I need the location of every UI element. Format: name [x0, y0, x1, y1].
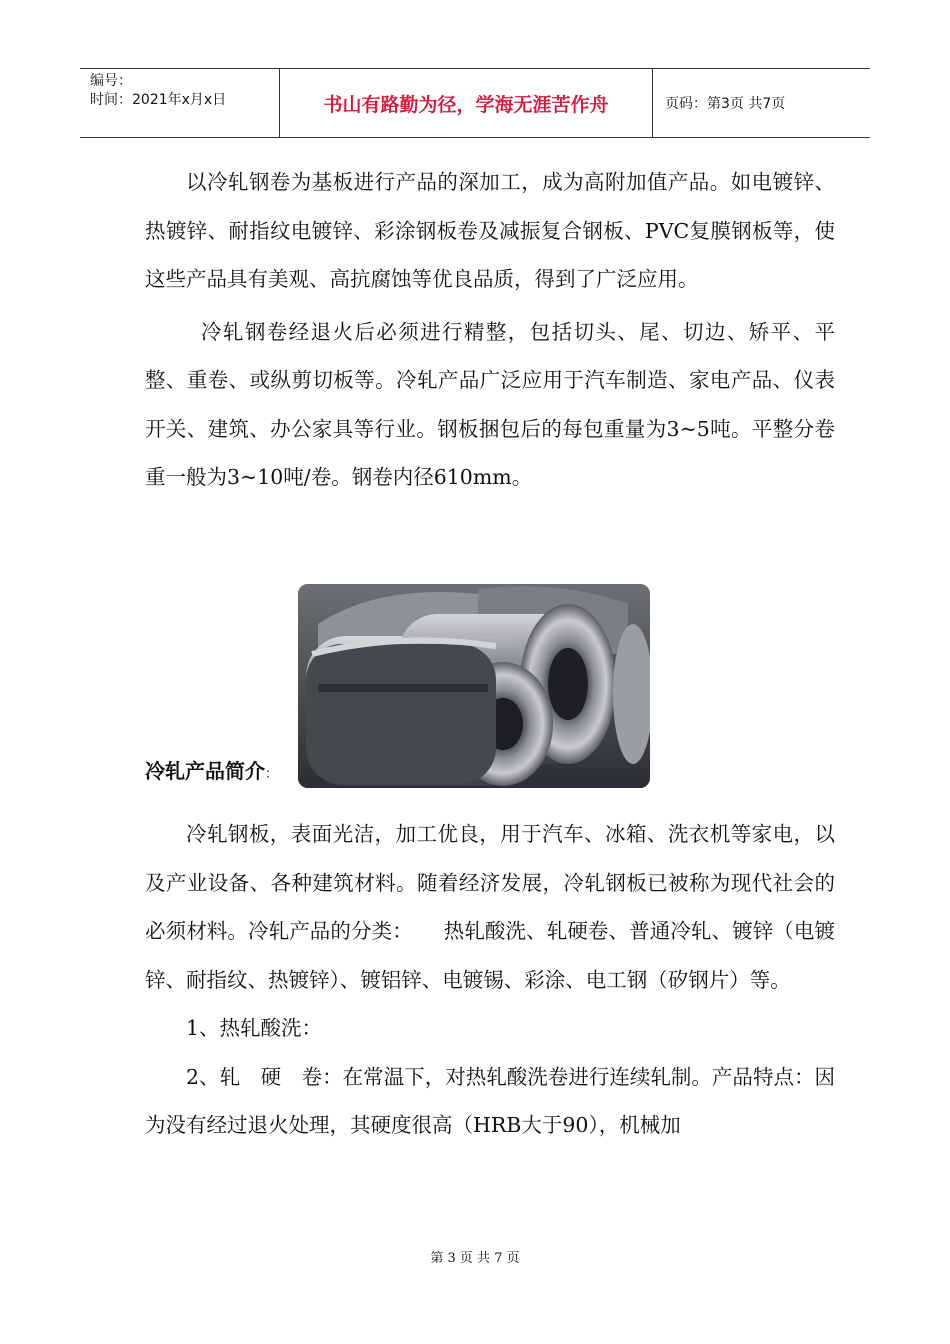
- list-item-hard-rolled-coil: 2、轧 硬 卷：在常温下，对热轧酸洗卷进行连续轧制。产品特点：因为没有经过退火处理，其硬度很高（HRB大于90），机械加: [145, 1064, 835, 1137]
- doc-number-label: 编号：: [90, 73, 132, 89]
- header-meta: [80, 69, 280, 137]
- body-text-top: [145, 158, 835, 502]
- list-item-hot-rolled-pickled: 1、热轧酸洗：: [186, 1016, 323, 1040]
- paragraph-finishing: 冷轧钢卷经退火后必须进行精整，包括切头、尾、切边、矫平、平整、重卷、或纵剪切板等。冷轧产品广泛应用于汽车制造、家电产品、仪表开关、建筑、办公家具等行业。钢板捆包后的每包重量为3~5吨。平整分卷重一般为3~10吨/卷。钢卷内径610mm。: [145, 319, 835, 489]
- steel-coil-photo: [298, 584, 650, 788]
- body-text-bottom: [145, 810, 835, 1150]
- page-footer: 第 3 页 共 7 页: [430, 1251, 520, 1266]
- paragraph-cold-rolled-intro: 冷轧钢板，表面光洁，加工优良，用于汽车、冰箱、洗衣机等家电，以及产业设备、各种建筑材料。随着经济发展，冷轧钢板已被称为现代社会的必须材料。冷轧产品的分类： 热轧酸洗、轧硬卷、普通冷轧、镀锌（电镀锌、耐指纹、热镀锌）、镀铝锌、电镀锡、彩涂、电工钢（矽钢片）等。: [145, 822, 835, 992]
- page-header: [80, 68, 870, 138]
- steel-coil-illustration: [298, 584, 650, 788]
- section-colon: ：: [265, 767, 279, 782]
- doc-date-label: 时间：2021年x月x日: [90, 92, 227, 108]
- section-heading: [145, 755, 278, 784]
- header-motto: 书山有路勤为径，学海无涯苦作舟: [280, 69, 653, 137]
- header-page-label: 页码：第3页 共7页: [665, 96, 786, 112]
- paragraph-deep-processing: 以冷轧钢卷为基板进行产品的深加工，成为高附加值产品。如电镀锌、热镀锌、耐指纹电镀锌、彩涂钢板卷及减振复合钢板、PVC复膜钢板等，使这些产品具有美观、高抗腐蚀等优良品质，得到了广泛应用。: [145, 170, 835, 291]
- section-title: 冷轧产品简介: [145, 759, 265, 783]
